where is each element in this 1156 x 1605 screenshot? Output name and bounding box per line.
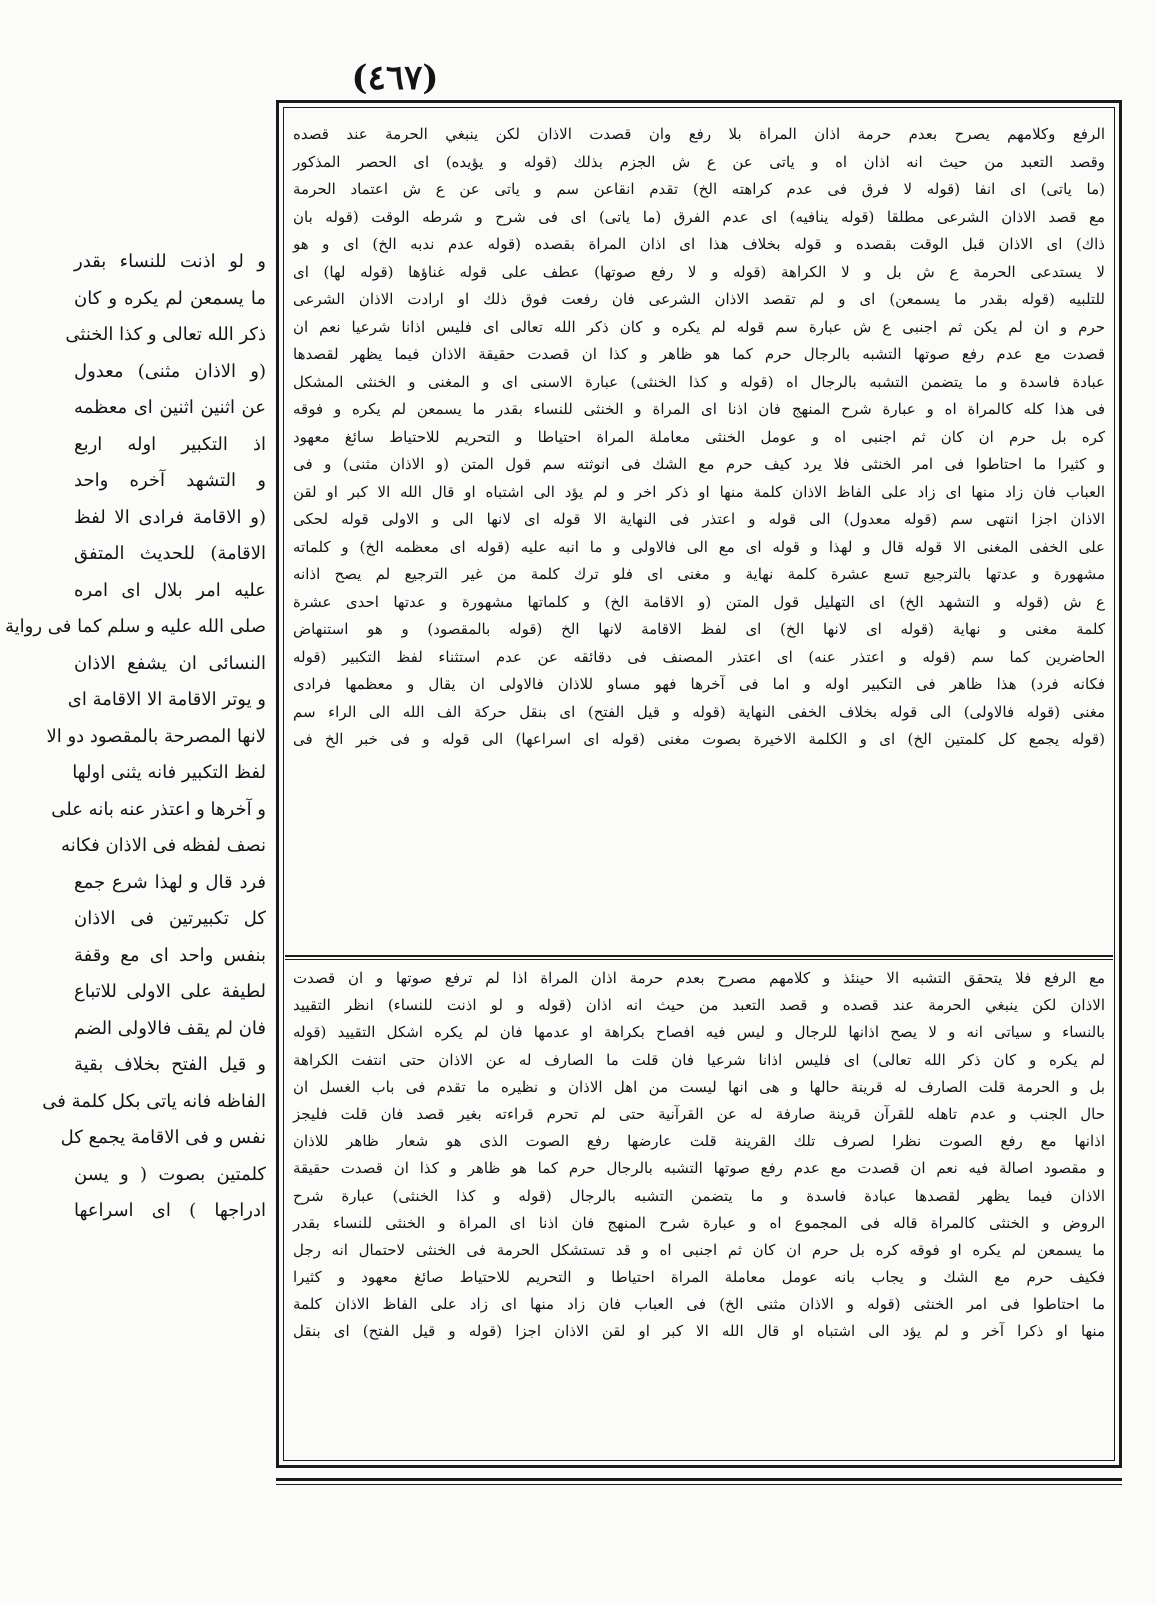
commentary-line: كلمة مغنى و نهاية (قوله اى لانها الخ) اى لفظ الاقامة لانها الخ (قوله بالمقصود) و هو استنهاض	[293, 620, 1105, 638]
commentary-line: للتلبيه (قوله بقدر ما يسمعن) اى و لم تقصد الاذان الشرعى فان رفعت فوق ذلك او ارادت الاذان الشرعى	[293, 290, 1105, 308]
margin-line: الفاظه فانه ياتى بكل كلمة فى	[42, 1090, 266, 1112]
margin-line: ادراجها ) اى اسراعها	[74, 1200, 266, 1221]
commentary-line: فى هذا كله كالمراة اه و عبارة شرح المنهج فان اذنا اى المراة و الخنثى للنساء بقدر ما يسمعن لم يكره و فوقه	[293, 400, 1105, 418]
margin-line: فان لم يقف فالاولى الضم	[73, 1017, 266, 1039]
commentary-line: بالنساء و سياتى انه و لا يصح اذانها للرجال و ليس فيه افصاح بكراهة او عدمها فان لم يكره اشكل التقييد (قوله	[293, 1023, 1105, 1042]
commentary-line: على الخفى المغنى الا قوله قال و لهذا و قوله اى مع الى فالاولى و ما انبه عليه (قوله اى معظمه الخ) و كلماته	[293, 537, 1105, 556]
margin-line: نفس و فى الاقامة يجمع كل	[60, 1127, 266, 1148]
commentary-line: الاذان لكن ينبغي الحرمة عند قصده و قصد التعبد من حيث انه اذان (قوله و لو اذنت للنساء) انظر التقييد	[293, 996, 1105, 1015]
commentary-line: كره بل حرم ان كان ثم اجنبى اه و عومل الخنثى معاملة المراة احتياطا و التحريم للاحتياط سائغ معهود	[293, 427, 1105, 446]
margin-line: نصف لفظه فى الاذان فكانه	[61, 835, 266, 856]
margin-line: و لو اذنت للنساء بقدر	[74, 251, 266, 272]
margin-line: (و الاقامة فرادى الا لفظ	[74, 506, 266, 528]
margin-line: (و الاذان مثنى) معدول	[74, 360, 266, 382]
margin-line: و قيل الفتح بخلاف بقية	[74, 1054, 266, 1075]
commentary-line: حرم و ان لم يكن ثم اجنبى ع ش عبارة سم قوله لم يكره و كان ذكر الله تعالى اى فليس اذانا شرعيا نعم ان	[293, 317, 1105, 336]
commentary-line: (قوله يجمع كل كلمتين الخ) اى و الكلمة الاخيرة بصوت مغنى (قوله اى اسراعها) الى قوله و فى خبر الخ فى	[293, 730, 1105, 748]
commentary-line: فكيف حرم مع الشك و يجاب بانه عومل معاملة المراة احتياطا و التحريم للاحتياط صائغ معهود و كثيرا	[293, 1268, 1105, 1287]
margin-line: كل تكبيرتين فى الاذان	[74, 908, 266, 929]
commentary-line: وقصد التعبد من حيث انه اذان اه و ياتى عن ع ش الجزم بذلك (قوله و يؤيده) اى الحصر المذكور	[293, 152, 1105, 171]
commentary-line: منها او ذكرا آخر و لم يؤد الى اشتباه او قال الله الا كبر او لقن الاذان اجزا (قوله و قيل الفتح) اى بنقل	[293, 1322, 1105, 1341]
commentary-line: ما احتاطوا فى امر الخنثى (قوله و الاذان مثنى الخ) فى العباب فان زاد منها اى زاد على الفاظ الاذان كلمة	[293, 1295, 1105, 1314]
commentary-line: و كثيرا ما احتاطوا فى امر الخنثى فلا يرد كيف حرم مع الشك فى انوثته سم قول المتن (و الاذان مثنى) و فى	[293, 455, 1105, 473]
margin-line: صلى الله عليه و سلم كما فى رواية	[5, 616, 266, 637]
margin-line: لفظ التكبير فانه يثنى اولها	[72, 762, 266, 783]
commentary-line: الروض و الخنثى كالمراة قاله فى المجموع اه و عبارة شرح المنهج فان اذنا اى المراة و الخنثى للنساء بقدر	[293, 1213, 1105, 1232]
margin-line: و التشهد آخره واحد	[74, 470, 266, 491]
commentary-line: ما يسمعن لم يكره او فوقه كره بل حرم ان كان ثم اجنبى اه و قد تستشكل الحرمة فى الخنثى لاحتمال انه رجل	[293, 1240, 1105, 1259]
commentary-line: لم يكره و كان ذكر الله تعالى) اى فليس اذانا شرعيا فان قلت ما الصارف له عن الاذان حتى انتفت الكراهة	[293, 1050, 1105, 1069]
commentary-frame	[276, 100, 1122, 1468]
commentary-line: الحاضرين كما سم (قوله و اعتذر عنه) اى اعتذر المصنف فى دقائقه عن عدم استثناء لفظ التكبير (قوله	[293, 647, 1105, 666]
margin-line: كلمتين بصوت ( و يسن	[74, 1163, 266, 1185]
bottom-rule	[276, 1478, 1122, 1485]
margin-line: عليه امر بلال اى امره	[74, 579, 266, 601]
commentary-line: العباب فان زاد منها اى زاد على الفاظ الاذان كلمة منها او ذكر اخر و لم يؤد الى اشتباه او قال الله الا كبر او لقن	[293, 482, 1105, 501]
margin-line: و آخرها و اعتذر عنه بانه على	[51, 798, 266, 820]
commentary-line: الرفع وكلامهم يصرح بعدم حرمة اذان المراة بلا رفع وان قصدت الاذان لكن ينبغي الحرمة عند قصده	[293, 125, 1105, 143]
commentary-line: ذاك) اى الاذان قبل الوقت بقصده و قوله بخلاف هذا اى اذان المراة بقصده (قوله عدم ندبه الخ) اى و هو	[293, 235, 1105, 253]
commentary-line: مغنى (قوله فالاولى) الى قوله بخلاف الخفى النهاية (قوله و قيل الفتح) اى بنقل حركة الف الله الى الراء سم	[293, 702, 1105, 721]
margin-line: الاقامة) للحديث المتفق	[74, 543, 266, 564]
margin-line: عن اثنين اثنين اى معظمه	[74, 397, 266, 418]
commentary-line: بل و الحرمة قلت الصارف له قرينة حالها و هى انها ليست من اهل الاذان و نظيره ما تقدم فى باب الغسل ان	[293, 1077, 1105, 1096]
margin-line: النسائى ان يشفع الاذان	[74, 652, 266, 674]
commentary-line: ع ش (قوله و التشهد الخ) اى التهليل قول المتن (و الاقامة الخ) و كلماتها مشهورة و عدتها احدى عشرة	[293, 592, 1105, 611]
commentary-line: اذانها مع رفع الصوت نظرا لصرف تلك القرينة قلت عارضها رفع الصوت الذى هو شعار ظاهر للاذان	[293, 1132, 1105, 1151]
margin-line: لطيفة على الاولى للاتباع	[74, 981, 266, 1002]
margin-line: فرد قال و لهذا شرع جمع	[74, 871, 266, 893]
margin-line: لانها المصرحة بالمقصود دو الا	[46, 725, 266, 747]
margin-line: و يوتر الاقامة الا الاقامة اى	[67, 689, 266, 710]
margin-line: بنفس واحد اى مع وقفة	[74, 944, 266, 966]
margin-line: ما يسمعن لم يكره و كان	[74, 287, 266, 309]
commentary-line: حال الجنب و عدم تاهله للقرآن قرينة صارفة له عن القرآنية حتى لم تحرم قراءته بغير قصد فان قلت فليجز	[293, 1104, 1105, 1123]
lower-commentary	[293, 965, 1105, 1457]
commentary-line: مع قصد الاذان الشرعى مطلقا (قوله ينافيه) اى عدم الفرق (ما ياتى) اى فى شرح و شرطه الوقت (قوله بان	[293, 207, 1105, 226]
commentary-line: مشهورة و عدتها بالترجيع تسع عشرة كلمة نهاية و مغنى اى فلو ترك كلمة من غير الترجيع لم يصح اذانه	[293, 565, 1105, 583]
commentary-line: قصدت مع عدم رفع صوتها التشبه بالرجال حرم كما هو ظاهر و كذا ان قصدت حقيقة الاذان فيما يظهر لقصدها	[293, 345, 1105, 363]
commentary-line: عبادة فاسدة و ما يتضمن التشبه بالرجال اه (قوله و كذا الخنثى) عبارة الاسنى اى و المغنى و الخنثى المشكل	[293, 372, 1105, 391]
commentary-line: (ما ياتى) اى انفا (قوله لا فرق فى عدم كراهته الخ) تقدم انقاعن سم و ياتى عن ع ش اعتماد الحرمة	[293, 180, 1105, 198]
commentary-line: الاذان فيما يظهر لقصدها عبادة فاسدة و ما يتضمن التشبه بالرجال (قوله و كذا الخنثى) عبارة شرح	[293, 1186, 1105, 1205]
margin-line: اذ التكبير اوله اربع	[74, 433, 266, 455]
section-divider	[285, 955, 1113, 960]
page-number: (٤٦٧)	[351, 58, 439, 98]
commentary-line: مع الرفع فلا يتحقق التشبه الا حينئذ و كلامهم مصرح بعدم حرمة اذان المراة اذا لم ترفع صوتها و ان قصدت	[293, 969, 1105, 987]
upper-commentary	[293, 121, 1105, 949]
margin-line: ذكر الله تعالى و كذا الخنثى	[65, 324, 266, 345]
margin-text	[5, 244, 266, 1404]
commentary-line: و مقصود اصالة فيه نعم ان قصدت مع عدم رفع صوتها التشبه بالرجال حرم كما هو ظاهر و كذا ان قصدت حقيقة	[293, 1159, 1105, 1178]
commentary-line: فكانه فرد) هذا ظاهر فى التكبير اوله و اما فى آخرها فهو مساو للاذان فالاولى ان يقال و معظمها فرادى	[293, 675, 1105, 693]
commentary-line: الاذان اجزا انتهى سم (قوله معدول) الى قوله و اعتذر فى النهاية الا قوله اى لانها الى و الاولى قوله لحكى	[293, 510, 1105, 528]
commentary-line: لا يستدعى الحرمة ع ش بل و لا الكراهة (قوله و لا رفع صوتها) عطف على قوله غناؤها (قوله لها) اى	[293, 262, 1105, 281]
